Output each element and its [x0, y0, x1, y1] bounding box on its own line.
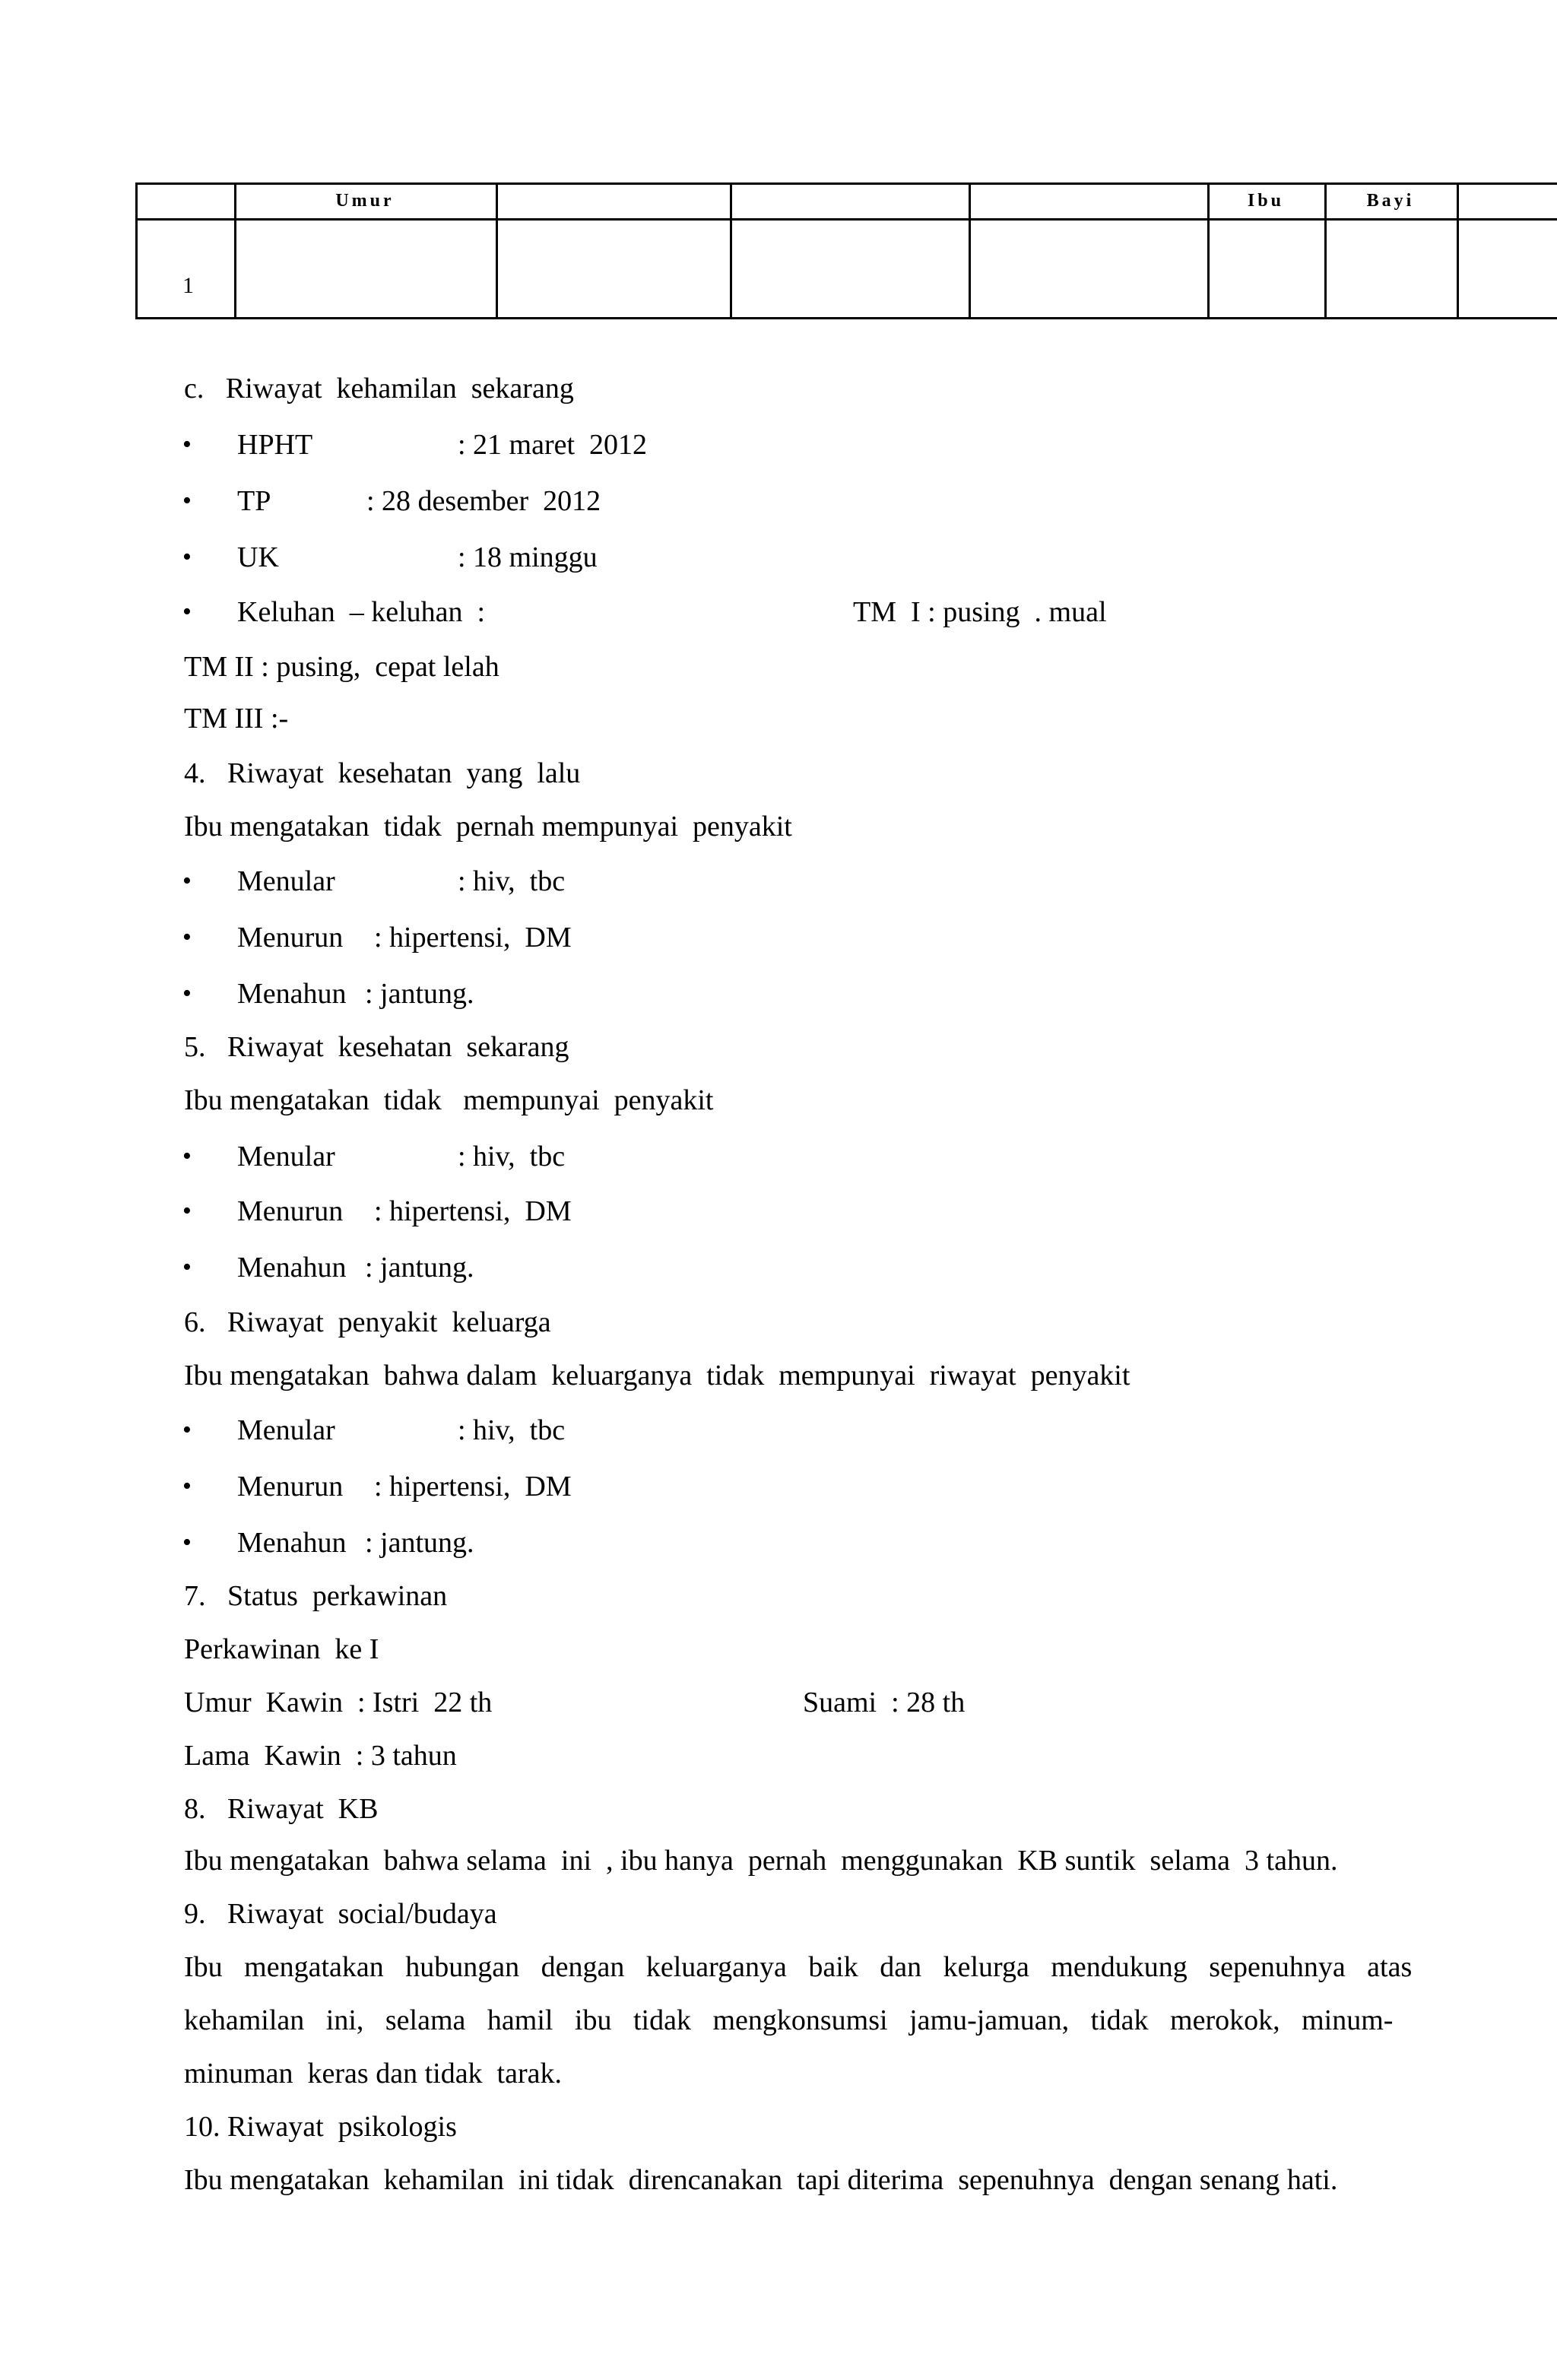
menahun-label: Menahun: [237, 1527, 347, 1559]
keluhan-tm1: TM I : pusing . mual: [853, 596, 1107, 628]
menular-label: Menular: [237, 1414, 335, 1446]
history-table: [135, 182, 1557, 319]
bullet-icon: •: [182, 923, 192, 951]
tm2-line: TM II : pusing, cepat lelah: [184, 651, 499, 683]
section-7-heading: 7. Status perkawinan: [184, 1580, 448, 1612]
section-c-heading: c. Riwayat kehamilan sekarang: [184, 373, 574, 405]
bullet-icon: •: [182, 487, 192, 515]
suami-line: Suami : 28 th: [803, 1687, 966, 1718]
section-9-heading: 9. Riwayat social/budaya: [184, 1898, 497, 1930]
menahun-label: Menahun: [237, 978, 347, 1010]
hpht-value: : 21 maret 2012: [458, 429, 648, 461]
menular-label: Menular: [237, 865, 335, 897]
table-bottom-border: [135, 317, 1557, 319]
tp-value: : 28 desember 2012: [366, 485, 601, 517]
menular-value: : hiv, tbc: [458, 1141, 566, 1173]
table-header-bayi: Bayi: [1366, 191, 1415, 211]
menular-value: : hiv, tbc: [458, 1414, 566, 1446]
bullet-icon: •: [182, 430, 192, 459]
tp-label: TP: [237, 485, 271, 517]
table-header-ibu: Ibu: [1247, 191, 1285, 211]
bullet-icon: •: [182, 598, 192, 626]
keluhan-label: Keluhan – keluhan :: [237, 596, 486, 628]
bullet-icon: •: [182, 1528, 192, 1557]
section-5-text: Ibu mengatakan tidak mempunyai penyakit: [184, 1084, 714, 1116]
section-8-heading: 8. Riwayat KB: [184, 1793, 379, 1825]
section-10-heading: 10. Riwayat psikologis: [184, 2111, 457, 2143]
section-6-heading: 6. Riwayat penyakit keluarga: [184, 1306, 551, 1338]
menahun-value: : jantung.: [365, 1527, 474, 1559]
menular-value: : hiv, tbc: [458, 865, 566, 897]
uk-value: : 18 minggu: [458, 541, 598, 573]
section-9-line-3: minuman keras dan tidak tarak.: [184, 2058, 563, 2090]
menurun-label: Menurun: [237, 922, 344, 954]
table-col-line: [1457, 182, 1459, 319]
menahun-value: : jantung.: [365, 1252, 474, 1284]
menurun-label: Menurun: [237, 1471, 344, 1503]
table-row-number: 1: [182, 273, 194, 298]
section-4-heading: 4. Riwayat kesehatan yang lalu: [184, 757, 581, 789]
bullet-icon: •: [182, 543, 192, 571]
lama-kawin-line: Lama Kawin : 3 tahun: [184, 1740, 457, 1772]
section-8-text: Ibu mengatakan bahwa selama ini , ibu hanya pernah menggunakan KB suntik selama 3 tahun.: [184, 1845, 1338, 1877]
table-top-border: [135, 182, 1557, 185]
menurun-value: : hipertensi, DM: [374, 1471, 572, 1503]
section-6-text: Ibu mengatakan bahwa dalam keluarganya tidak mempunyai riwayat penyakit: [184, 1360, 1130, 1392]
section-4-text: Ibu mengatakan tidak pernah mempunyai penyakit: [184, 811, 792, 843]
tm3-line: TM III :-: [184, 703, 289, 735]
bullet-icon: •: [182, 867, 192, 895]
table-header-umur: Umur: [335, 191, 395, 211]
umur-kawin-line: Umur Kawin : Istri 22 th: [184, 1687, 493, 1718]
table-col-line: [730, 182, 732, 319]
bullet-icon: •: [182, 979, 192, 1008]
section-9-line-1: Ibu mengatakan hubungan dengan keluarganya baik dan kelurga mendukung sepenuhnya atas: [184, 1951, 1413, 1983]
menurun-value: : hipertensi, DM: [374, 922, 572, 954]
table-col-line: [496, 182, 498, 319]
perkawinan-line: Perkawinan ke I: [184, 1633, 379, 1665]
table-col-line: [969, 182, 971, 319]
section-10-text: Ibu mengatakan kehamilan ini tidak direncanakan tapi diterima sepenuhnya dengan senang hati.: [184, 2164, 1338, 2196]
table-col-line: [135, 182, 138, 319]
hpht-label: HPHT: [237, 429, 313, 461]
bullet-icon: •: [182, 1142, 192, 1170]
bullet-icon: •: [182, 1472, 192, 1500]
bullet-icon: •: [182, 1416, 192, 1444]
section-9-line-2: kehamilan ini, selama hamil ibu tidak mengkonsumsi jamu-jamuan, tidak merokok, minum-: [184, 2004, 1394, 2036]
menurun-label: Menurun: [237, 1195, 344, 1227]
section-5-heading: 5. Riwayat kesehatan sekarang: [184, 1031, 569, 1063]
uk-label: UK: [237, 541, 279, 573]
bullet-icon: •: [182, 1253, 192, 1281]
table-header-border: [135, 218, 1557, 221]
bullet-icon: •: [182, 1197, 192, 1225]
menurun-value: : hipertensi, DM: [374, 1195, 572, 1227]
menular-label: Menular: [237, 1141, 335, 1173]
menahun-value: : jantung.: [365, 978, 474, 1010]
menahun-label: Menahun: [237, 1252, 347, 1284]
